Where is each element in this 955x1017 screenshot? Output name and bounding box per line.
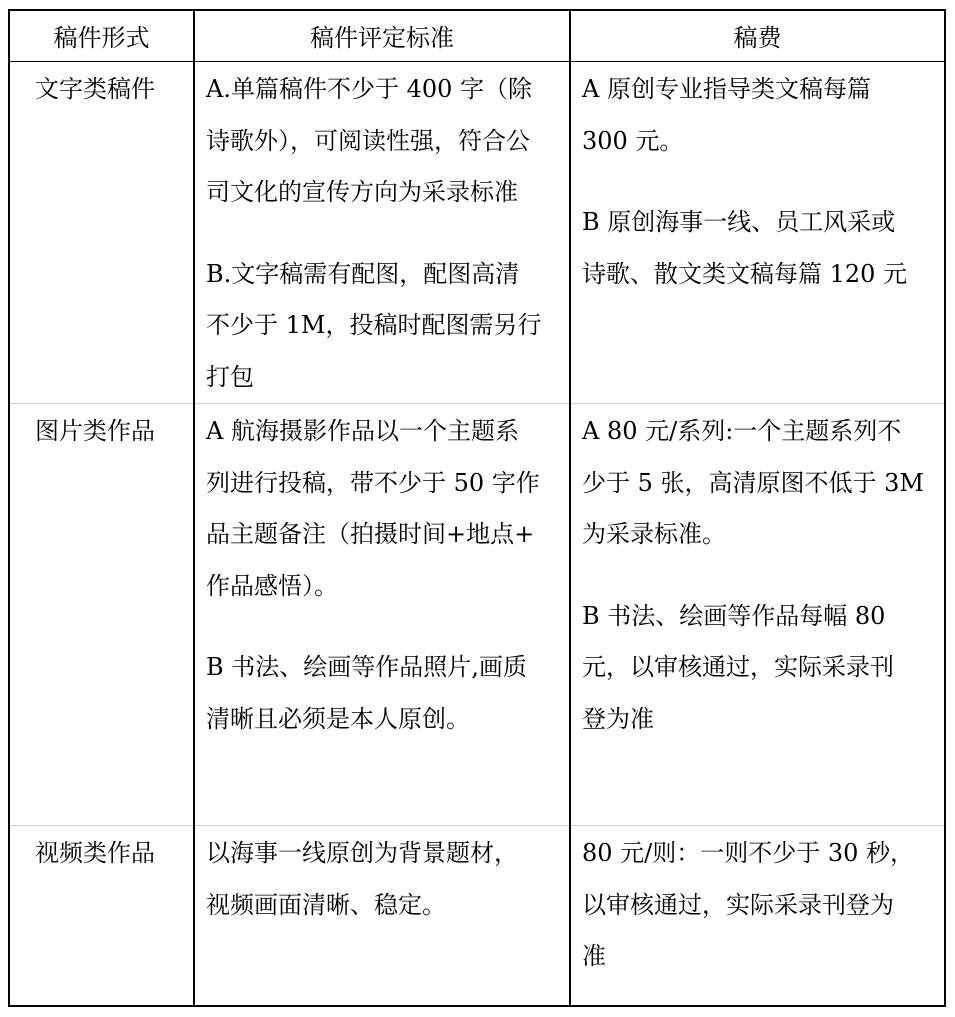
fee-para: A 原创专业指导类文稿每篇 300 元。 — [582, 75, 871, 155]
column1-divider — [193, 9, 195, 1007]
row2-bottom-border — [8, 825, 946, 826]
criteria-para: A 航海摄影作品以一个主题系 列进行投稿，带不少于 50 字作 品主题备注（拍摄时间+地点+ 作品感悟）。 — [206, 417, 540, 600]
criteria-para: B 书法、绘画等作品照片,画质 清晰且必须是本人原创。 — [206, 653, 527, 733]
fee-para: B 书法、绘画等作品每幅 80 元，以审核通过，实际采录刊 登为准 — [582, 601, 894, 733]
criteria-para: B.文字稿需有配图，配图高清 不少于 1M，投稿时配图需另行 打包 — [206, 259, 542, 391]
criteria-para: 以海事一线原创为背景题材， 视频画面清晰、稳定。 — [206, 839, 518, 919]
header-type: 稿件形式 — [53, 24, 150, 52]
header-fee: 稿费 — [733, 24, 782, 52]
row2-fee — [582, 406, 924, 746]
row3-type: 视频类作品 — [35, 839, 155, 867]
row2-type: 图片类作品 — [35, 417, 155, 445]
column2-divider — [569, 9, 571, 1007]
row3-fee — [582, 828, 914, 983]
row3-criteria — [206, 828, 518, 931]
row1-criteria — [206, 64, 541, 404]
fee-para: 80 元/则：一则不少于 30 秒， 以审核通过，实际采录刊登为 准 — [582, 839, 915, 971]
fee-para: A 80 元/系列:一个主题系列不 少于 5 张，高清原图不低于 3M 为采录标准。 — [582, 417, 924, 549]
fee-standards-table — [8, 9, 946, 1007]
row1-fee — [582, 64, 907, 300]
header-criteria: 稿件评定标准 — [310, 24, 454, 52]
row2-criteria — [206, 406, 540, 746]
row1-type: 文字类稿件 — [35, 75, 155, 103]
criteria-para: A.单篇稿件不少于 400 字（除 诗歌外），可阅读性强，符合公 司文化的宣传方向为采录标准 — [206, 75, 533, 207]
table-bottom-border — [8, 1005, 946, 1007]
fee-para: B 原创海事一线、员工风采或 诗歌、散文类文稿每篇 120 元 — [582, 208, 908, 288]
table-left-border — [8, 9, 10, 1007]
table-right-border — [944, 9, 946, 1007]
